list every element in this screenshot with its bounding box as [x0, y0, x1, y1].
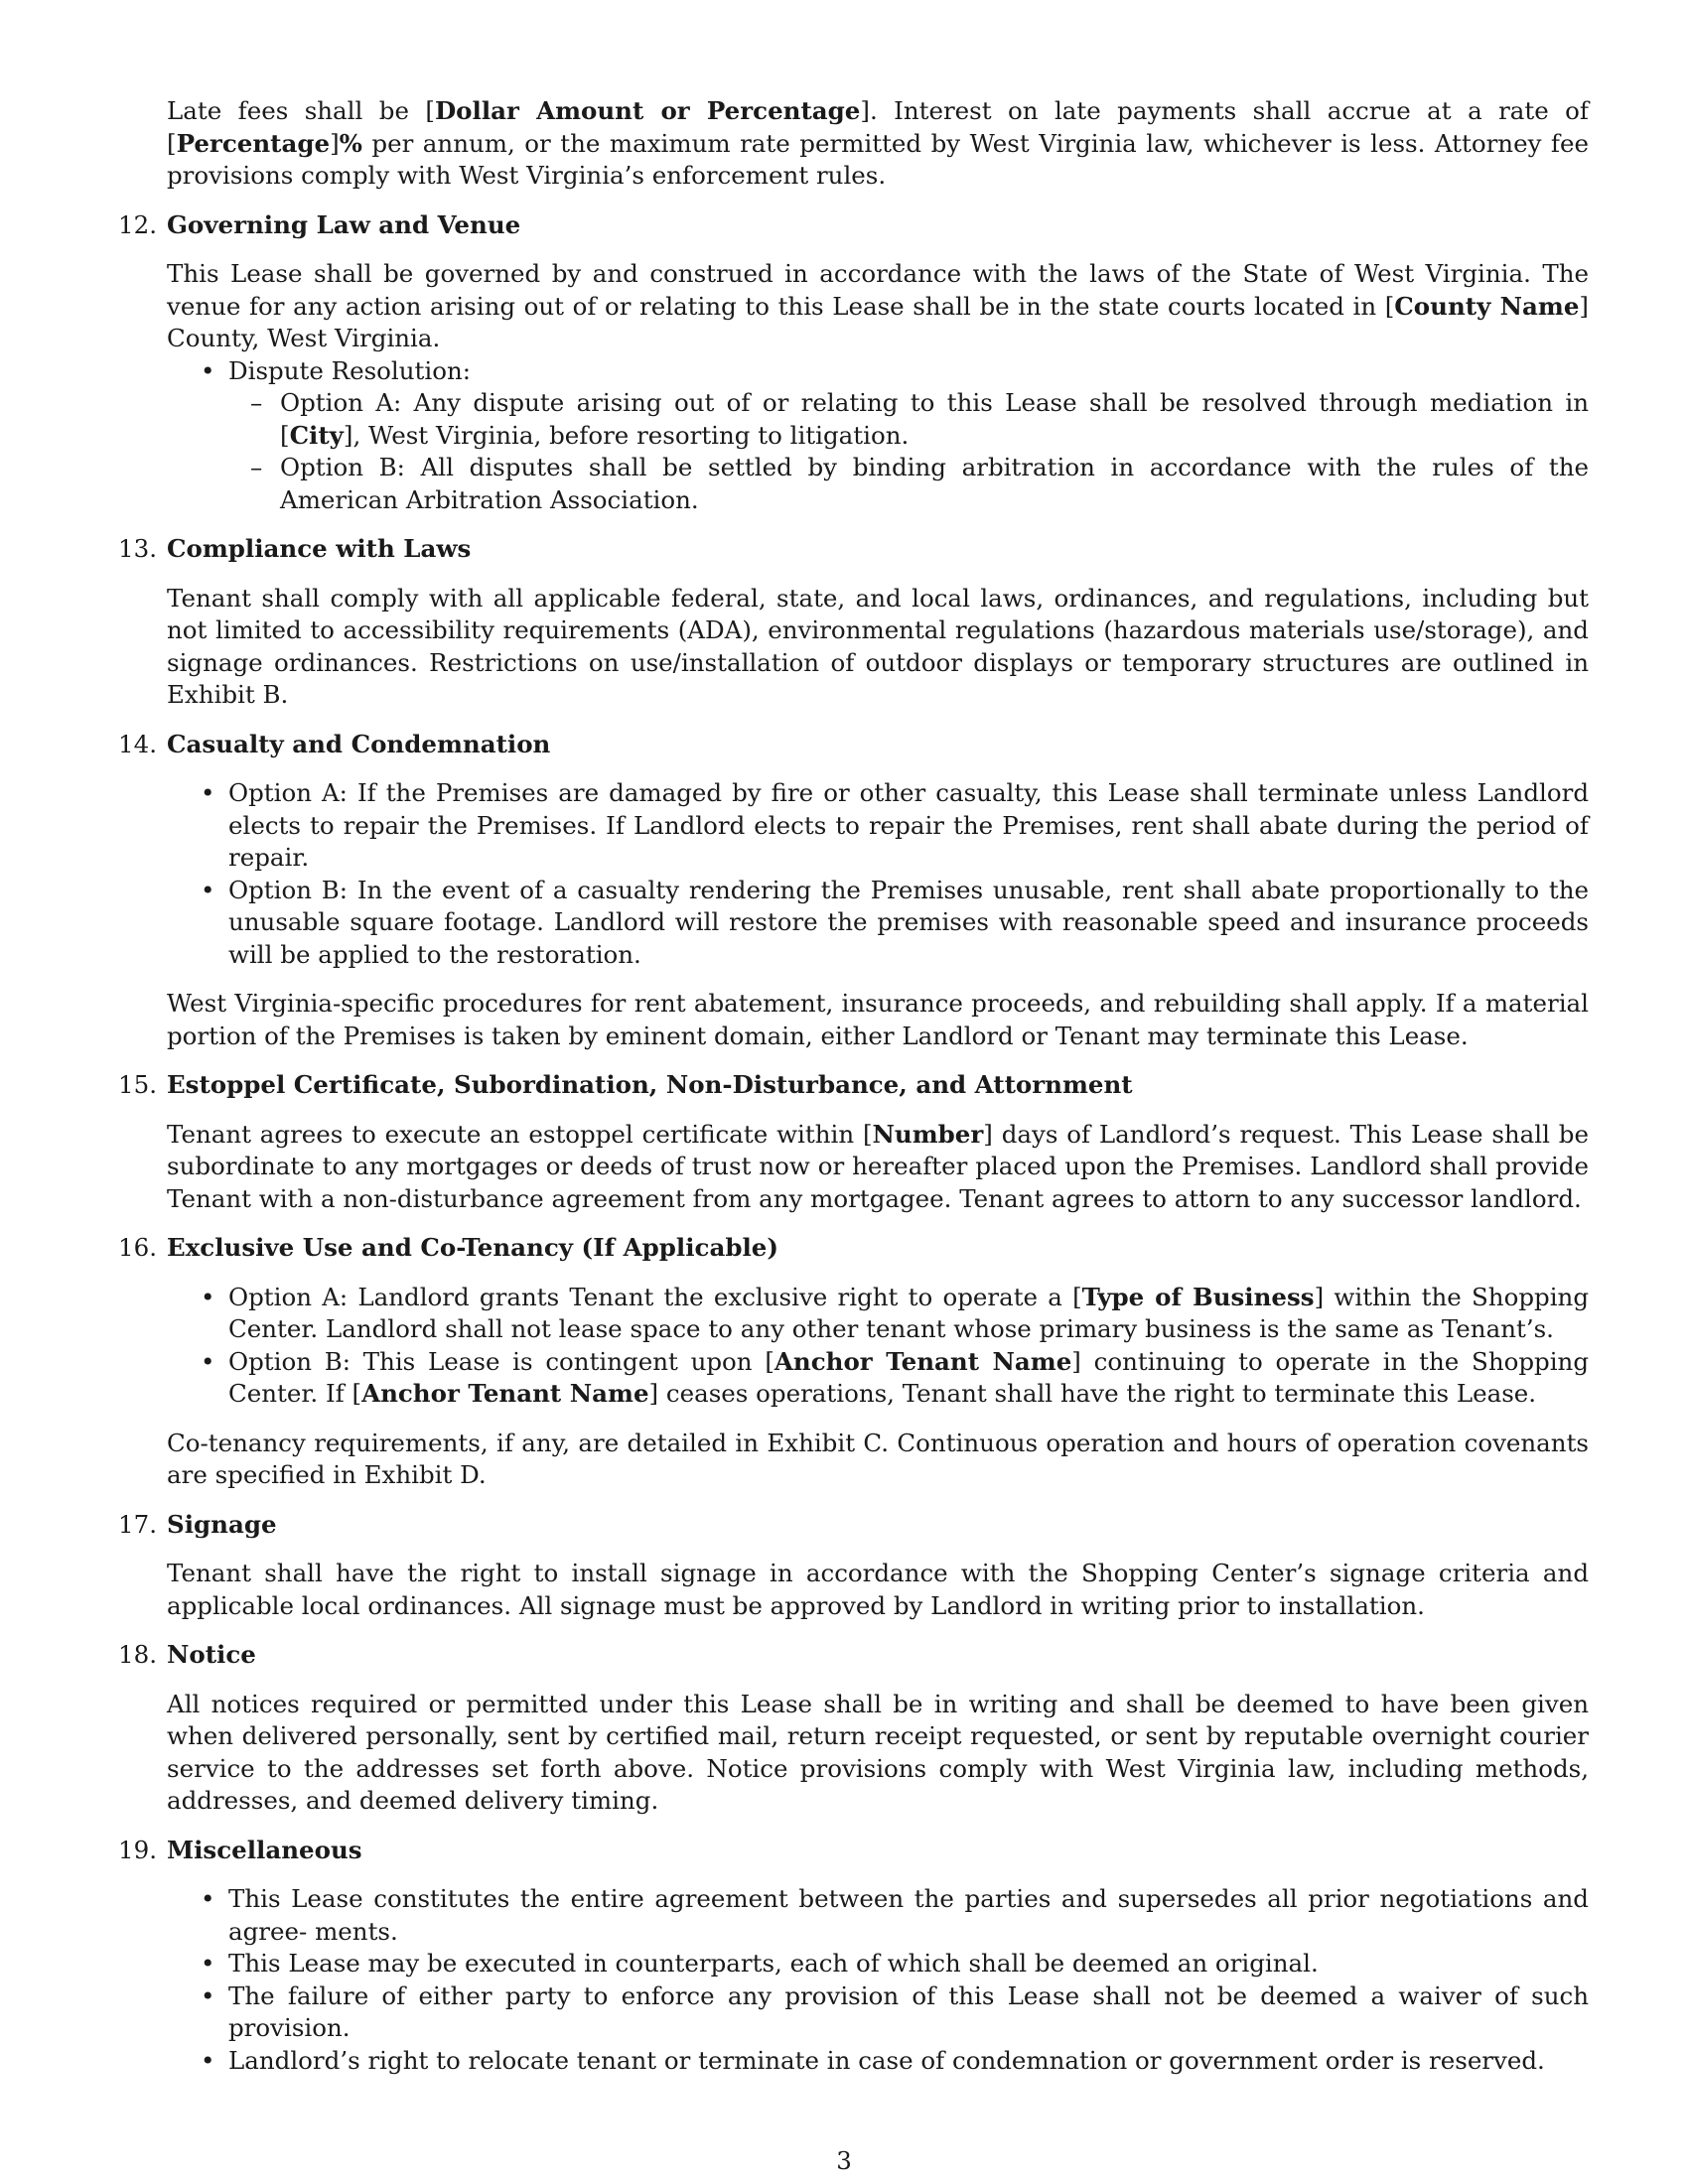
- bullet-list: [167, 1282, 1589, 1411]
- document-page: [118, 95, 1590, 2077]
- page-number: 3: [836, 2146, 852, 2175]
- list-item: • Option A: If the Premises are damaged by fire or other casualty, this Lease shall terminate unless Landlord elects to repair the Premises. If Landlord elects to repair the Premises, rent shall abate during the period of repair.: [228, 777, 1589, 875]
- section-heading: 12. Governing Law and Venue: [118, 209, 521, 239]
- section-heading: 14. Casualty and Condemnation: [118, 729, 551, 758]
- section-paragraph: Tenant agrees to execute an estoppel certificate within [Number] days of Landlord’s request. This Lease shall be subordinate to any mortgages or deeds of trust now or hereafter placed upon the Premises. Landlord shall provide Tenant with a non-disturbance agreement from any mortgagee. Tenant agrees to attorn to any successor landlord.: [167, 1119, 1589, 1213]
- list-item: – Option A: Any dispute arising out of or relating to this Lease shall be resolved through mediation in [City], West Virginia, before resorting to litigation.: [280, 387, 1589, 452]
- list-item: • The failure of either party to enforce any provision of this Lease shall not be deemed a waiver of such provision.: [228, 1980, 1589, 2045]
- section-signage: [118, 1509, 1589, 1623]
- section-paragraph: West Virginia-specific procedures for rent abatement, insurance proceeds, and rebuilding shall apply. If a material portion of the Premises is taken by eminent domain, either Landlord or Tenant may terminate this Lease.: [167, 989, 1589, 1050]
- section-governing-law: [118, 209, 1589, 517]
- late-fee-paragraph: Late fees shall be [Dollar Amount or Percentage]. Interest on late payments shall accrue at a rate of [Percentage]% per annum, or the maximum rate permitted by West Virginia law, whichever is less. Attorney fee provisions comply with West Virginia’s enforcement rules.: [167, 96, 1590, 190]
- section-paragraph: This Lease shall be governed by and construed in accordance with the laws of the State of West Virginia. The venue for any action arising out of or relating to this Lease shall be in the state courts located in [County Name] County, West Virginia.: [167, 259, 1589, 352]
- list-item: • This Lease may be executed in counterparts, each of which shall be deemed an original.: [228, 1948, 1589, 1980]
- section-paragraph: All notices required or permitted under this Lease shall be in writing and shall be deemed to have been given when delivered personally, sent by certified mail, return receipt requested, or sent by reputable overnight courier service to the addresses set forth above. Notice provisions comply with West Virginia law, including methods, addresses, and deemed delivery timing.: [167, 1689, 1589, 1815]
- section-paragraph: Co-tenancy requirements, if any, are detailed in Exhibit C. Continuous operation and hours of operation covenants are specified in Exhibit D.: [167, 1428, 1589, 1489]
- list-item: • Option A: Landlord grants Tenant the exclusive right to operate a [Type of Business] within the Shopping Center. Landlord shall not lease space to any other tenant whose primary business is the same as Tenant’s.: [228, 1282, 1589, 1346]
- list-item: – Option B: All disputes shall be settled by binding arbitration in accordance with the rules of the American Arbitration Association.: [280, 452, 1589, 516]
- section-heading: 18. Notice: [118, 1640, 256, 1669]
- list-item: • Landlord’s right to relocate tenant or terminate in case of condemnation or government order is reserved.: [228, 2045, 1589, 2078]
- section-heading: 15. Estoppel Certificate, Subordination, Non-Disturbance, and Attornment: [118, 1070, 1133, 1099]
- section-paragraph: Tenant shall have the right to install signage in accordance with the Shopping Center’s signage criteria and applicable local ordinances. All signage must be approved by Landlord in writing prior to installation.: [167, 1559, 1589, 1620]
- section-heading: 19. Miscellaneous: [118, 1835, 362, 1864]
- bullet-list: [167, 1883, 1589, 2077]
- sub-list: [228, 387, 1589, 516]
- section-heading: 13. Compliance with Laws: [118, 534, 472, 563]
- section-casualty-condemnation: [118, 729, 1589, 1053]
- section-paragraph: Tenant shall comply with all applicable federal, state, and local laws, ordinances, and regulations, including but not limited to accessibility requirements (ADA), environmental regulations (hazardous materials use/storage), and signage ordinances. Restrictions on use/installation of outdoor displays or temporary structures are outlined in Exhibit B.: [167, 583, 1589, 709]
- bullet-list: [167, 777, 1589, 971]
- bullet-list: [167, 355, 1589, 517]
- list-item: • This Lease constitutes the entire agreement between the parties and supersedes all prior negotiations and agree- ments.: [228, 1883, 1589, 1948]
- section-miscellaneous: [118, 1835, 1589, 2078]
- section-notice: [118, 1639, 1589, 1818]
- section-compliance-with-laws: [118, 533, 1589, 712]
- section-heading: 16. Exclusive Use and Co-Tenancy (If Applicable): [118, 1233, 778, 1262]
- list-item: • Option B: In the event of a casualty rendering the Premises unusable, rent shall abate proportionally to the unusable square footage. Landlord will restore the premises with reasonable speed and insurance proceeds will be applied to the restoration.: [228, 875, 1589, 972]
- list-item: • Option B: This Lease is contingent upon [Anchor Tenant Name] continuing to operate in the Shopping Center. If [Anchor Tenant Name] ceases operations, Tenant shall have the right to terminate this Lease.: [228, 1346, 1589, 1411]
- section-heading: 17. Signage: [118, 1509, 277, 1539]
- section-exclusive-use: [118, 1232, 1590, 1492]
- section-estoppel: [118, 1069, 1589, 1215]
- list-item: • Dispute Resolution: – Option A: Any dispute arising out of or relating to this Lease shall be resolved through mediation in [City], West Virginia, before resorting to litigation. – Option B: All disputes shall be settled by binding arbitration in accordance with the rules of the American Arbitration Association.: [228, 355, 1589, 517]
